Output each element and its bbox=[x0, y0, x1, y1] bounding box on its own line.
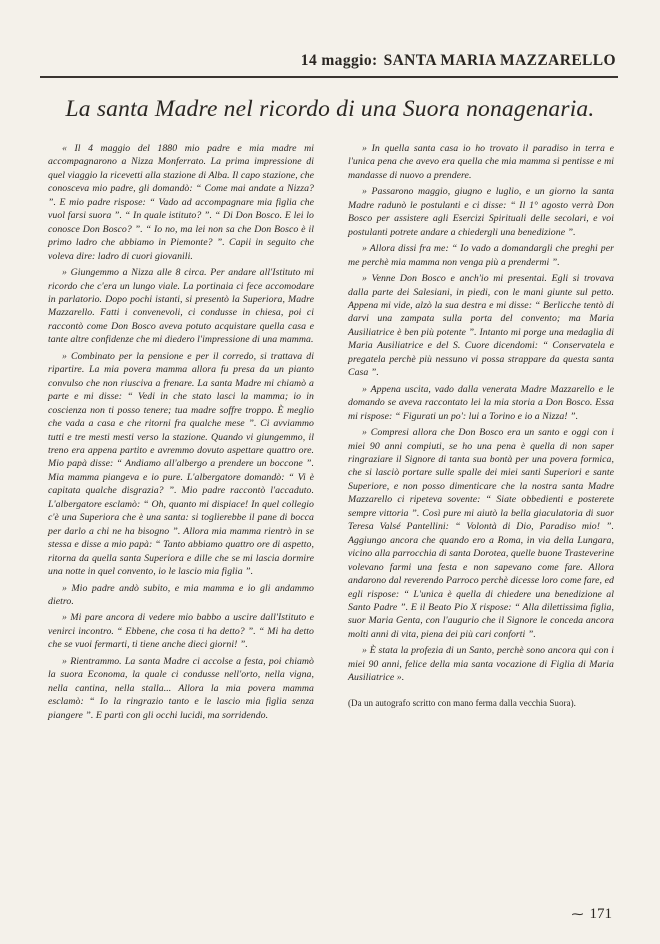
paragraph: « Il 4 maggio del 1880 mio padre e mia madre mi accompagnarono a Nizza Monferrato. La prima impressione di quel viaggio la ricevetti alla stazione di Alba. Il capo stazione, che conosceva mio padre, gli domandò: “ Come mai andate a Nizza? ”. E mio padre rispose: “ Vado ad accompagnare mia figlia che vuol farsi suora ”. “ In quale istituto? ”. “ Di Don Bosco. E lei lo conosce Don Bosco? ”. “ Io no, ma lei non sa che Don Bosco è il primo ladro che abbiamo in Piemonte? ”. Capii in seguito che voleva dire: ladro di cuori giovanili. bbox=[48, 143, 314, 262]
paragraph: » Appena uscita, vado dalla venerata Madre Mazzarello e le domando se aveva raccontato lei la mia storia a Don Bosco. Essa mi rispose: “ Figurati un po': lui a Torino e io a Nizza! ”. bbox=[348, 383, 614, 422]
paragraph: » Passarono maggio, giugno e luglio, e un giorno la santa Madre radunò le postulanti e ci disse: “ Il 1° agosto verrà Don Bosco per assistere agli Esercizi Spirituali delle secolari, e voi postulanti potrete andare a chiedergli una benedizione ”. bbox=[348, 186, 614, 238]
right-column bbox=[348, 142, 614, 852]
article-body bbox=[48, 142, 614, 852]
paragraph: » In quella santa casa io ho trovato il paradiso in terra e l'unica pena che avevo era quella che mia mamma si pentisse e mi mandasse di nuovo a prendere. bbox=[348, 143, 614, 181]
paragraph: » Mi pare ancora di vedere mio babbo a uscire dall'Istituto e venirci incontro. “ Ebbene, che cosa ti ha detto? ”. “ Mi ha detto che se vuoi fermarti, ti tiene anche dieci giorni! ”. bbox=[48, 612, 314, 651]
paragraph: » Venne Don Bosco e anch'io mi presentai. Egli si trovava dalla parte dei Salesiani, in piedi, con le mani giunte sul petto. Appena mi vide, alzò la sua destra e mi disse: “ Berlicche tentò di darvi una zampata sulla porta del convento; ma Maria Ausiliatrice è ben più potente ”. Intanto mi porge una medaglia di Maria Ausiliatrice e del S. Cuore dicendomi: “ Conservatela e pregatela perchè più nessuno vi possa strappare da questa santa Casa ”. bbox=[348, 273, 614, 379]
ornament-icon: ⁓ bbox=[571, 907, 584, 921]
paragraph: » Giungemmo a Nizza alle 8 circa. Per andare all'Istituto mi ricordo che c'era un lungo viale. La portinaia ci fece accomodare in parlatorio. Dopo pochi istanti, si presentò la Superiora, Madre Mazzarello. Fatti i convenevoli, ci condusse in chiesa, poi ci raccontò come Don Bosco aveva potuto acquistare quella casa e tante altre confidenze che mi diedero l'impressione di una mamma. bbox=[48, 267, 314, 346]
paragraph: » Mio padre andò subito, e mia mamma e io gli andammo dietro. bbox=[48, 582, 314, 607]
source-note: (Da un autografo scritto con mano ferma dalla vecchia Suora). bbox=[348, 697, 576, 708]
running-head bbox=[40, 52, 616, 70]
header-rule bbox=[40, 76, 618, 78]
paragraph: » Allora dissi fra me: “ Io vado a domandargli che preghi per me perchè mia mamma non venga più a prendermi ”. bbox=[348, 243, 614, 268]
saint-name: SANTA MARIA MAZZARELLO bbox=[383, 52, 616, 69]
article-title: La santa Madre nel ricordo di una Suora nonagenaria. bbox=[65, 96, 595, 122]
left-column bbox=[48, 142, 314, 852]
paragraph: » Compresi allora che Don Bosco era un santo e oggi con i miei 90 anni compiuti, se ho una pena è quella di non saper ringraziare il Signore di tanta sua bontà per una povera formica, che si lasciò portare sulle spalle dei miei santi Superiori e sante Superiore, e non posso dimenticare che la nostra santa Madre Mazzarello ci ripeteva sovente: “ Siate obbedienti e posterete sempre vittoria ”. Così pure mi aiutò la bella giaculatoria di suor Teresa Valsé Pantellini: “ Volontà di Dio, Paradiso mio! ”. Aggiungo ancora che quando ero a Roma, in via della Lungara, vicino alla parrocchia di santa Dorotea, quelle buone Trasteverine volevano farmi una festa e non sapevano come fare. Allora andarono dal reverendo Parroco perchè dicesse loro come fare, ed egli rispose: “ L'unica è quella di chiedere una benedizione al Santo Padre ”. E il Beato Pio X rispose: “ Alla dilettissima figlia, suor Maria Genta, con l'augurio che il Signore le conceda ancora molti anni di vita, piena dei più cari conforti ”. bbox=[348, 427, 614, 640]
feast-date: 14 maggio: bbox=[300, 52, 378, 69]
paragraph: » È stata la profezia di un Santo, perchè sono ancora qui con i miei 90 anni, felice della mia santa vocazione di Figlia di Maria Ausiliatrice ». bbox=[348, 645, 614, 684]
page-number: 171 bbox=[589, 906, 612, 922]
page-footer bbox=[572, 906, 613, 923]
paragraph: » Combinato per la pensione e per il corredo, si trattava di ripartire. La mia povera mamma allora fu presa da un pianto convulso che non riusciva a frenare. La santa Madre mi chiamò a parte e mi disse: “ Vedi in che stato lasci la mamma; io in coscienza non ti posso tenere; tua madre soffre troppo. È meglio che vada a casa e che ritorni fra qualche mese ”. Ci avviammo tutti e tre mesti mesti verso la stazione. Quando vi giungemmo, il treno era appena partito e avremmo dovuto aspettare quattro ore. Mio papà disse: “ Andiamo all'albergo a prendere un boccone ”. Mia mamma piangeva e io pure. L'albergatore domandò: “ Vi è capitata qualche disgrazia? ”. Mio padre raccontò l'accaduto. L'albergatore esclamò: “ Oh, quanto mi dispiace! In quel collegio c'è una Superiora che è una santa: si toglierebbe il pane di bocca per darlo a chi ne ha bisogno ”. Allora mia mamma rientrò in se stessa e disse a mio papà: “ Tanto abbiamo quattro ore di aspetto, ritorna da quella santa Superiora e dille che se mi lascia dormire una notte in quel convento, io le lascio mia figlia ”. bbox=[48, 350, 314, 578]
paragraph: » Rientrammo. La santa Madre ci accolse a festa, poi chiamò la suora Economa, la quale ci condusse nell'orto, nella vigna, nella cantina, nella stalla... Allora la mia povera mamma esclamò: “ Io la ringrazio tanto e le lascio mia figlia senza piangere ”. E partì con gli occhi lucidi, ma sorridendo. bbox=[48, 655, 314, 721]
